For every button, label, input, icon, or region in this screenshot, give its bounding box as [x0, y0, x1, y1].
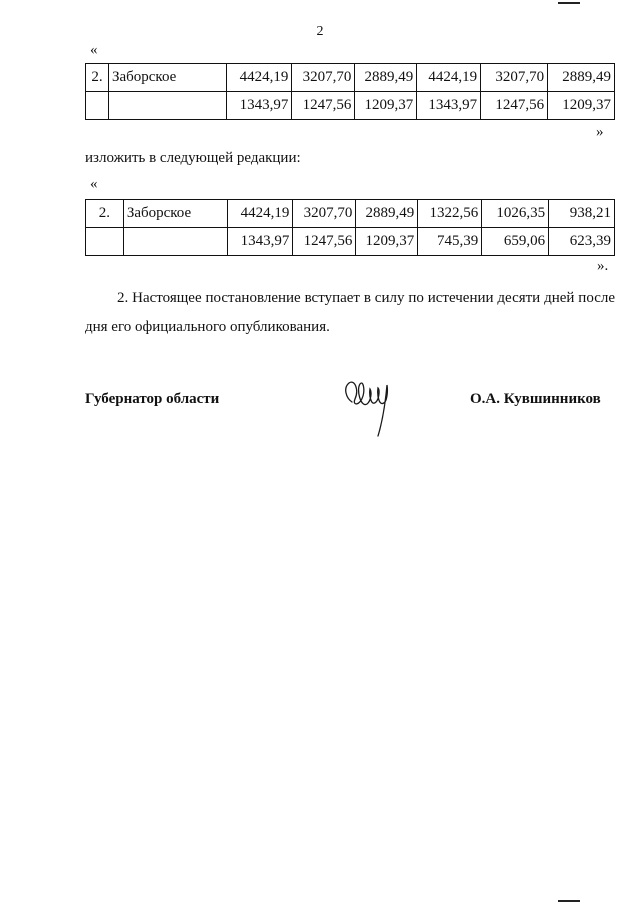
- intro-text: изложить в следующей редакции:: [85, 150, 301, 166]
- table-cell: 3207,70: [293, 200, 356, 228]
- row-index: 2.: [86, 64, 109, 92]
- signature-name: О.А. Кувшинников: [470, 391, 601, 407]
- open-quote-2: «: [90, 176, 98, 192]
- table-cell: 1209,37: [355, 92, 417, 120]
- signature-image: [340, 372, 402, 444]
- table-cell: 3207,70: [481, 64, 548, 92]
- table-revised: [85, 199, 615, 256]
- table-cell: 623,39: [549, 228, 615, 256]
- table-cell: 1209,37: [548, 92, 615, 120]
- row-index: [86, 92, 109, 120]
- settlement-name: Заборское: [108, 64, 226, 92]
- table-cell: 659,06: [482, 228, 549, 256]
- close-quote-2: ».: [597, 258, 609, 274]
- table-cell: 1343,97: [417, 92, 481, 120]
- settlement-name: Заборское: [123, 200, 227, 228]
- table-cell: 4424,19: [227, 200, 293, 228]
- table-cell: 745,39: [418, 228, 482, 256]
- table-row: [86, 228, 615, 256]
- table-cell: 1247,56: [481, 92, 548, 120]
- settlement-name: [108, 92, 226, 120]
- close-quote-1: »: [596, 124, 604, 140]
- table-original: [85, 63, 615, 120]
- table-cell: 938,21: [549, 200, 615, 228]
- table-row: [86, 200, 615, 228]
- table-cell: 4424,19: [226, 64, 292, 92]
- table-cell: 1322,56: [418, 200, 482, 228]
- table-cell: 1343,97: [226, 92, 292, 120]
- table-cell: 3207,70: [292, 64, 355, 92]
- table-cell: 2889,49: [548, 64, 615, 92]
- signature-position: Губернатор области: [85, 391, 220, 407]
- scan-artifact: [558, 900, 580, 902]
- table-cell: 2889,49: [355, 64, 417, 92]
- settlement-name: [123, 228, 227, 256]
- table-row: [86, 64, 615, 92]
- open-quote-1: «: [90, 42, 98, 58]
- table-row: [86, 92, 615, 120]
- table-cell: 1026,35: [482, 200, 549, 228]
- scan-artifact: [558, 2, 580, 4]
- table-cell: 1247,56: [292, 92, 355, 120]
- row-index: [86, 228, 124, 256]
- paragraph-2: 2. Настоящее постановление вступает в силу по истечении десяти дней после дня его официального опубликования.: [85, 290, 615, 335]
- table-cell: 4424,19: [417, 64, 481, 92]
- table-cell: 1209,37: [356, 228, 418, 256]
- table-cell: 1343,97: [227, 228, 293, 256]
- table-cell: 2889,49: [356, 200, 418, 228]
- row-index: 2.: [86, 200, 124, 228]
- page-number: 2: [316, 24, 324, 39]
- table-cell: 1247,56: [293, 228, 356, 256]
